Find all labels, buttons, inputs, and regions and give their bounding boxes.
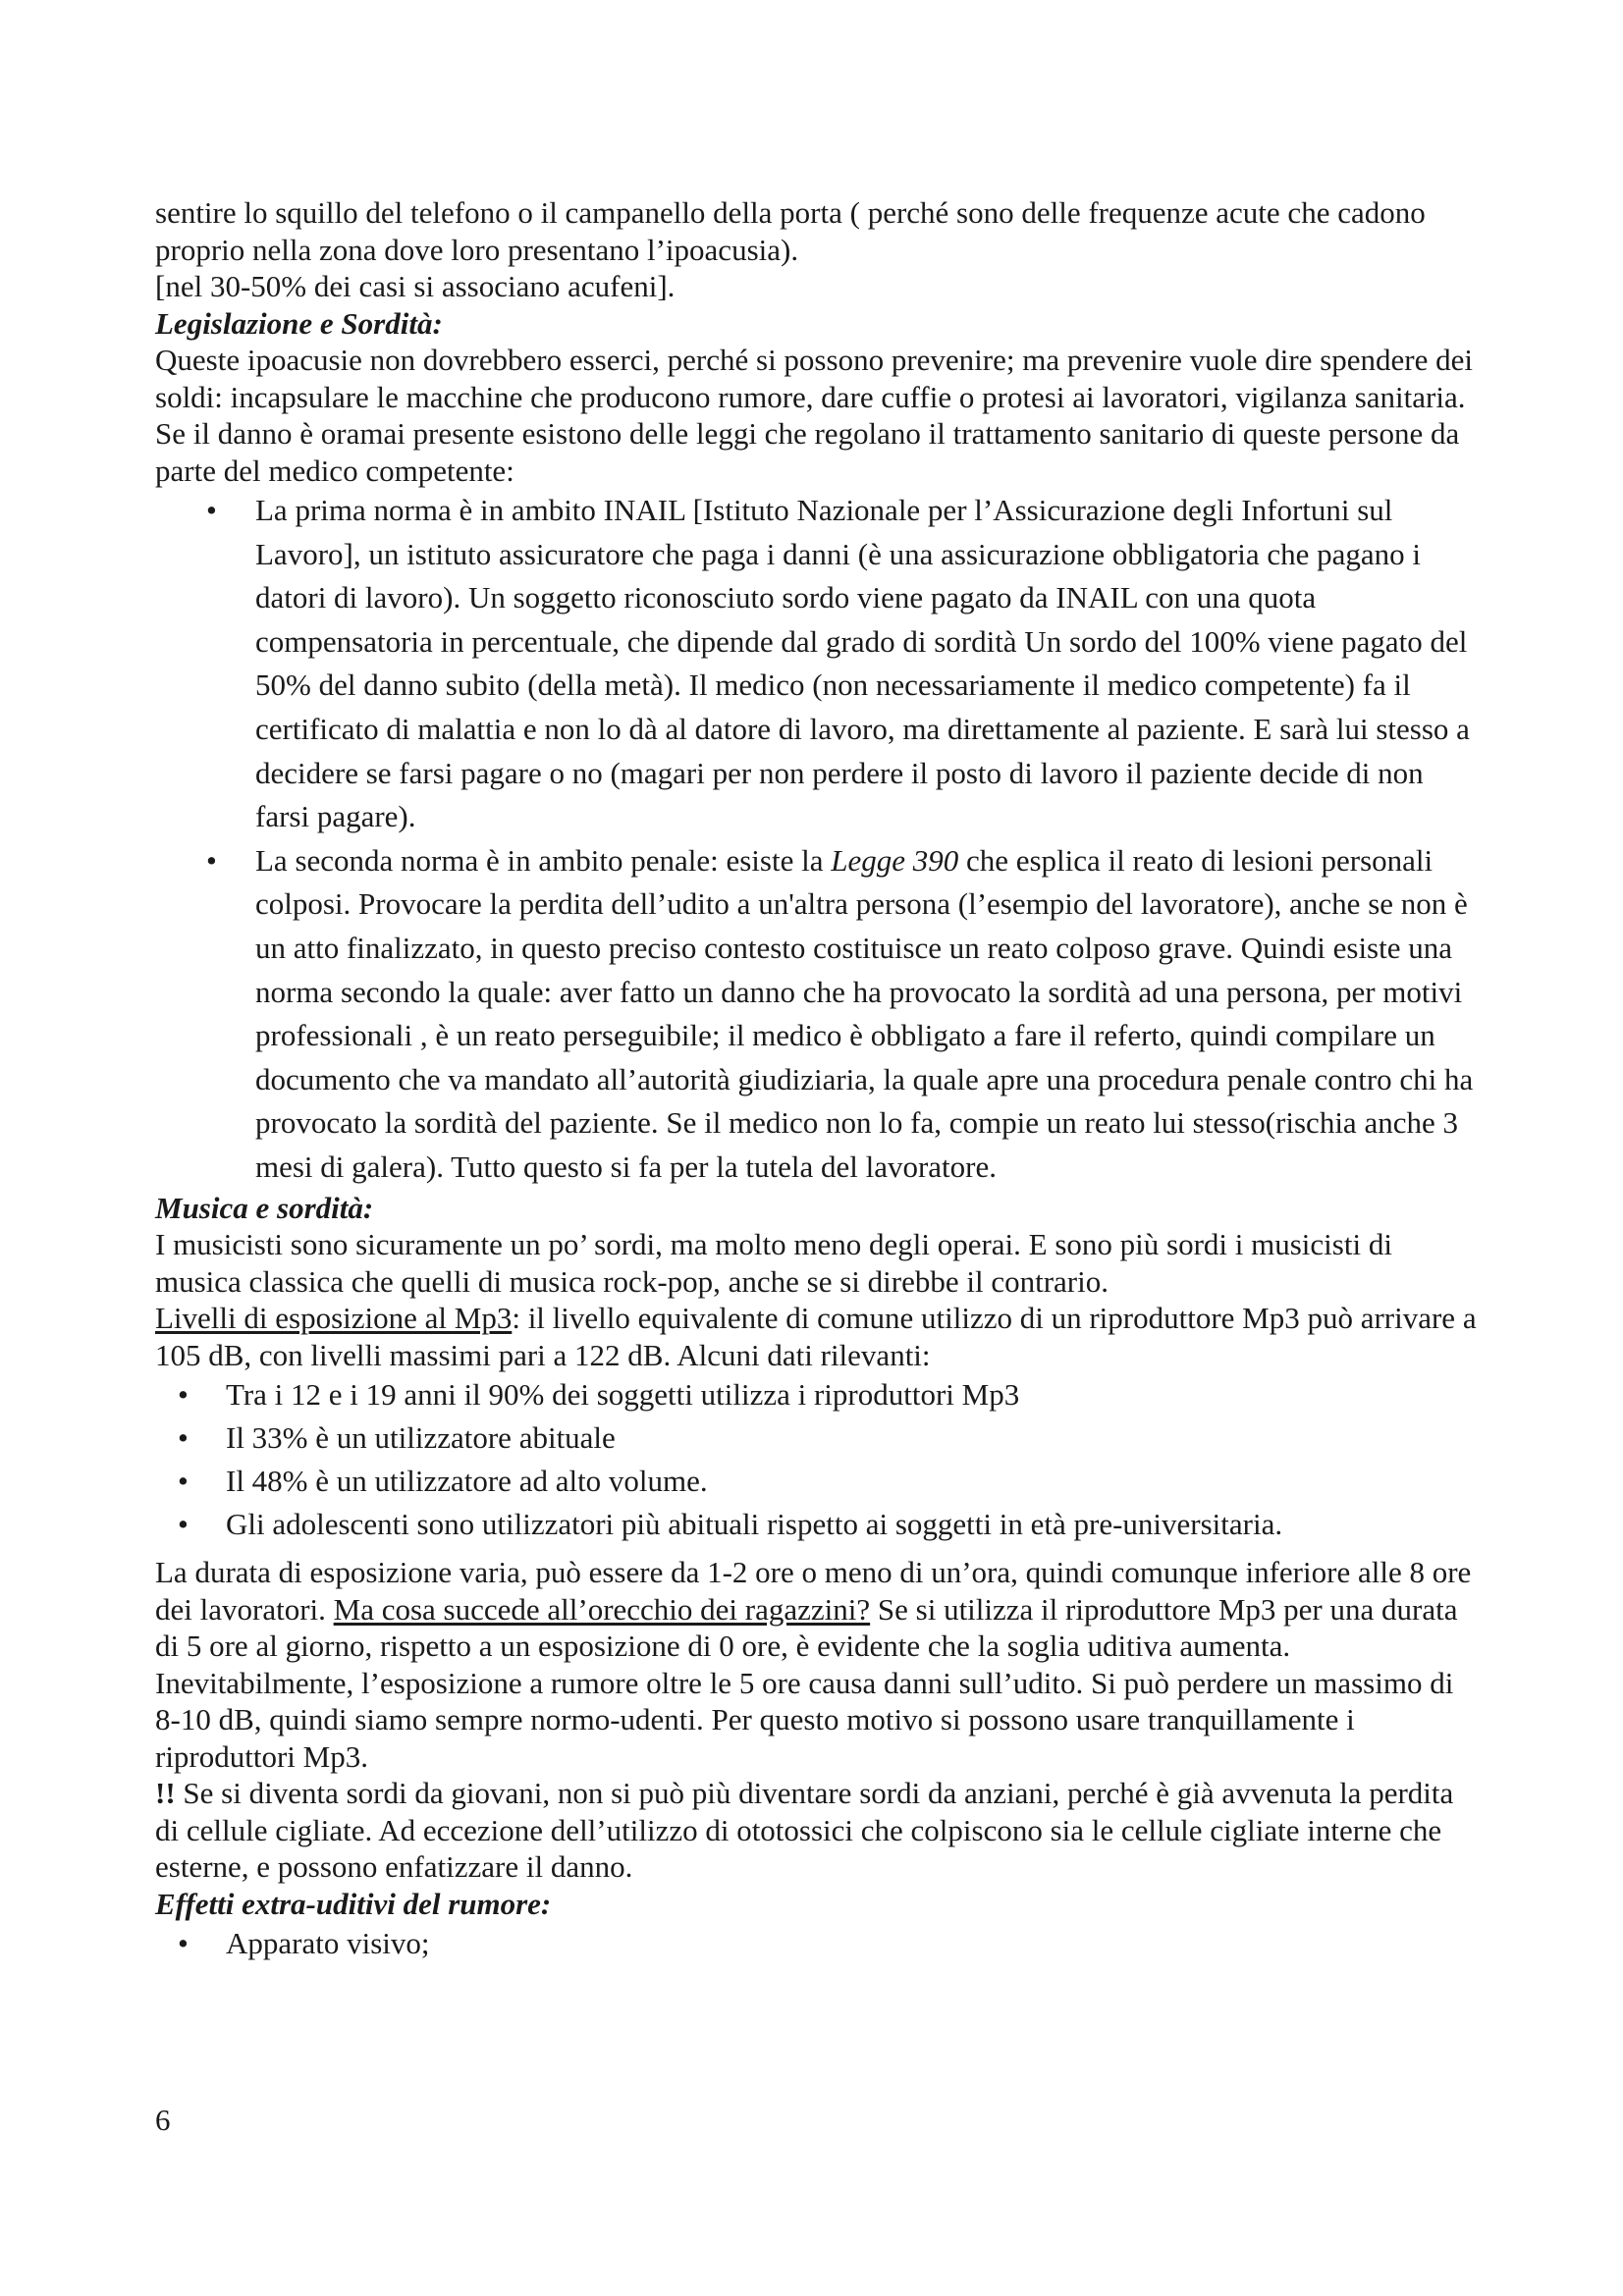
document-page <box>155 194 1483 1965</box>
mp3-paragraph <box>155 1300 1483 1373</box>
note-text: Se si diventa sordi da giovani, non si può più diventare sordi da anziani, perché è già avvenuta la perdita di cellule cigliate. Ad eccezione dell’utilizzo di ototossici che colpiscono sia le cellule cigliate interne che esterne, e possono enfatizzare il danno. <box>155 1776 1454 1884</box>
intro-note: [nel 30-50% dei casi si associano acufeni]. <box>155 269 676 303</box>
note-mark: !! <box>155 1776 176 1810</box>
effects-list <box>155 1922 1483 1965</box>
legislation-list <box>155 489 1483 1190</box>
mp3-text: : il livello equivalente di comune utilizzo di un riproduttore Mp3 può arrivare a 105 dB, con livelli massimi pari a 122 dB. Alcuni dati rilevanti: <box>155 1301 1477 1372</box>
mp3-label: Livelli di esposizione al Mp3 <box>155 1301 513 1335</box>
penal-text-before: La seconda norma è in ambito penale: esiste la <box>255 842 832 878</box>
exposure-question: Ma cosa succede all’orecchio dei ragazzini? <box>333 1591 871 1627</box>
list-item: • Il 33% è un utilizzatore abituale <box>226 1416 1483 1460</box>
intro-paragraph: sentire lo squillo del telefono o il campanello della porta ( perché sono delle frequenze acute che cadono proprio nella zona dove loro presentano l’ipoacusia). <box>155 195 1426 267</box>
exposure-paragraph <box>155 1554 1483 1775</box>
exposure-text-before: La durata di esposizione varia, può essere da 1-2 ore o meno di un’ora, quindi comunque inferiore alle 8 ore dei lavoratori. <box>155 1555 1472 1627</box>
penal-text-after: che esplica il reato di lesioni personali colposi. Provocare la perdita dell’udito a un'altra persona (l’esempio del lavoratore), anche se non è un atto finalizzato, in questo preciso contesto costituisce un reato colposo grave. Quindi esiste una norma secondo la quale: aver fatto un danno che ha provocato la sordità ad una persona, per motivi professionali , è un reato perseguibile; il medico è obbligato a fare il referto, quindi compilare un documento che va mandato all’autorità giudiziaria, la quale apre una procedura penale contro chi ha provocato la sordità del paziente. Se il medico non lo fa, compie un reato lui stesso(rischia anche 3 mesi di galera). Tutto questo si fa per la tutela del lavoratore. <box>255 842 1474 1184</box>
note-paragraph <box>155 1775 1483 1886</box>
list-item-penal <box>255 839 1483 1190</box>
list-item-inail: • La prima norma è in ambito INAIL [Istituto Nazionale per l’Assicurazione degli Infortuni sul Lavoro], un istituto assicuratore che paga i danni (è una assicurazione obbligatoria che pagano i datori di lavoro). Un soggetto riconosciuto sordo viene pagato da INAIL con una quota compensatoria in percentuale, che dipende dal grado di sordità Un sordo del 100% viene pagato del 50% del danno subito (della metà). Il medico (non necessariamente il medico competente) fa il certificato di malattia e non lo dà al datore di lavoro, ma direttamente al paziente. E sarà lui stesso a decidere se farsi pagare o no (magari per non perdere il posto di lavoro il paziente decide di non farsi pagare). <box>255 489 1483 839</box>
music-paragraph-1: I musicisti sono sicuramente un po’ sordi, ma molto meno degli operai. E sono più sordi i musicisti di musica classica che quelli di musica rock-pop, anche se si direbbe il contrario. <box>155 1227 1392 1299</box>
heading-music: Musica e sordità: <box>155 1190 374 1225</box>
list-item: • Gli adolescenti sono utilizzatori più abituali rispetto ai soggetti in età pre-universitaria. <box>226 1503 1483 1546</box>
list-item: • Tra i 12 e i 19 anni il 90% dei soggetti utilizza i riproduttori Mp3 <box>226 1373 1483 1416</box>
list-item: • Il 48% è un utilizzatore ad alto volume. <box>226 1460 1483 1503</box>
heading-extra-auditory-effects: Effetti extra-uditivi del rumore: <box>155 1886 552 1921</box>
legislation-paragraph-1: Queste ipoacusie non dovrebbero esserci, perché si possono prevenire; ma prevenire vuole dire spendere dei soldi: incapsulare le macchine che producono rumore, dare cuffie o protesi ai lavoratori, vigilanza sanitaria. <box>155 343 1473 414</box>
list-item: • Apparato visivo; <box>226 1922 1483 1965</box>
page-number: 6 <box>155 2103 171 2137</box>
law-reference: Legge 390 <box>831 842 959 878</box>
mp3-stats-list <box>155 1373 1483 1546</box>
exposure-text-after: Se si utilizza il riproduttore Mp3 per una durata di 5 ore al giorno, rispetto a un esposizione di 0 ore, è evidente che la soglia uditiva aumenta. Inevitabilmente, l’esposizione a rumore oltre le 5 ore causa danni sull’udito. Si può perdere un massimo di 8-10 dB, quindi siamo sempre normo-udenti. Per questo motivo si possono usare tranquillamente i riproduttori Mp3. <box>155 1591 1458 1774</box>
legislation-paragraph-2: Se il danno è oramai presente esistono delle leggi che regolano il trattamento sanitario di queste persone da parte del medico competente: <box>155 416 1460 488</box>
heading-legislation: Legislazione e Sordità: <box>155 305 443 341</box>
